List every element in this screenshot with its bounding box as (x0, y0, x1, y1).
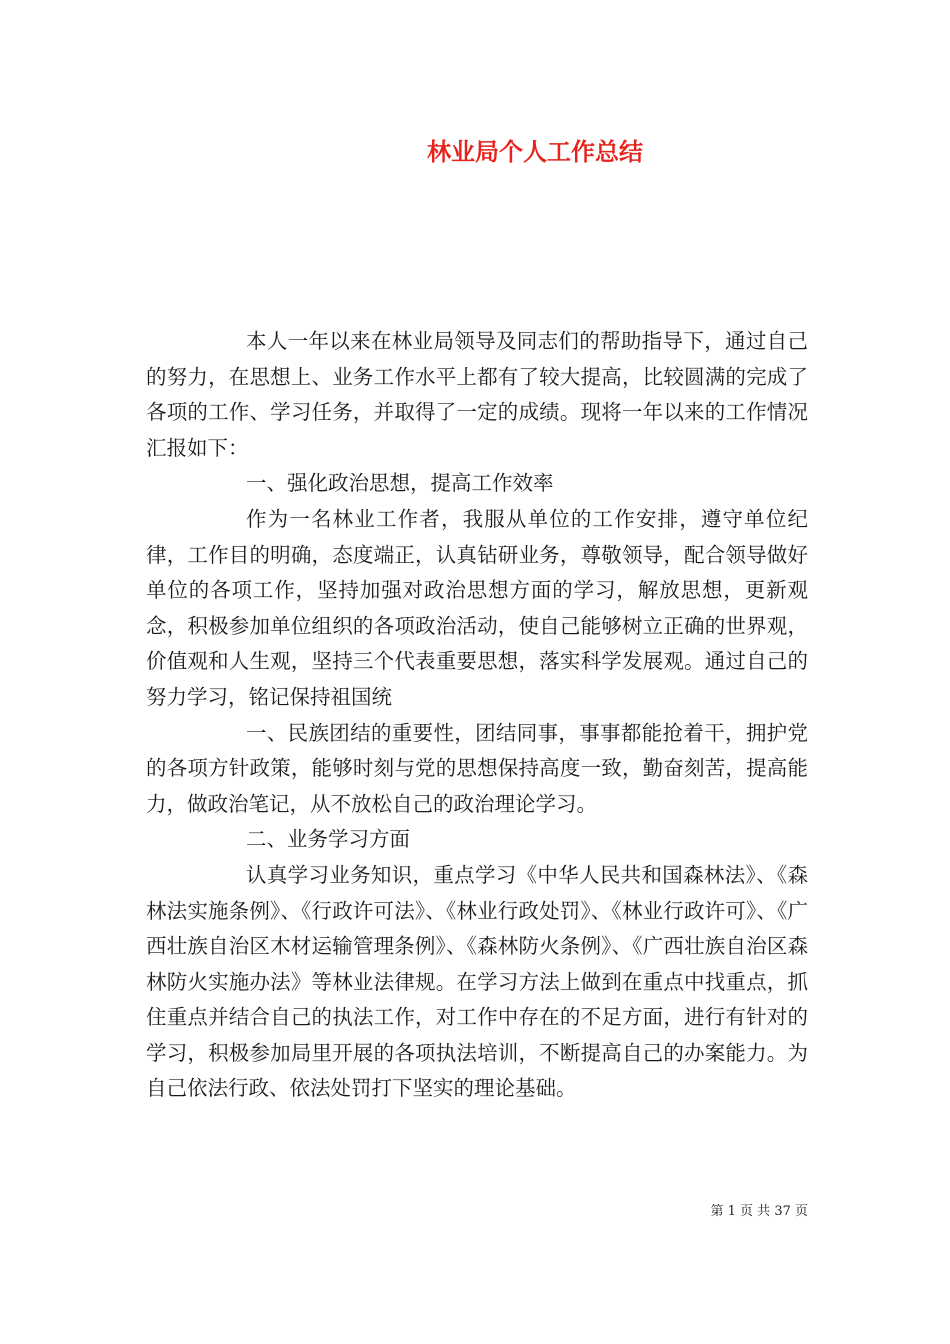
section-heading-1: 一、强化政治思想，提高工作效率 (246, 471, 554, 496)
document-title: 林业局个人工作总结 (427, 138, 643, 166)
paragraph-intro: 本人一年以来在林业局领导及同志们的帮助指导下，通过自己的努力，在思想上、业务工作水平上都有了较大提高，比较圆满的完成了各项的工作、学习任务，并取得了一定的成绩。现将一年以来的工作情况汇报如下： (146, 329, 808, 460)
document-body (146, 324, 808, 1107)
paragraph-unity: 一、民族团结的重要性，团结同事，事事都能抢着干，拥护党的各项方针政策，能够时刻与党的思想保持高度一致，勤奋刻苦，提高能力，做政治笔记，从不放松自己的政治理论学习。 (146, 720, 808, 816)
paragraph-political: 作为一名林业工作者，我服从单位的工作安排，遵守单位纪律，工作目的明确，态度端正，认真钻研业务，尊敬领导，配合领导做好单位的各项工作，坚持加强对政治思想方面的学习，解放思想，更新观念，积极参加单位组织的各项政治活动，使自己能够树立正确的世界观，价值观和人生观，坚持三个代表重要思想，落实科学发展观。通过自己的努力学习，铭记保持祖国统 (146, 506, 808, 709)
section-heading-2: 二、业务学习方面 (246, 827, 410, 852)
paragraph-business-study: 认真学习业务知识，重点学习《中华人民共和国森林法》、《森林法实施条例》、《行政许可法》、《林业行政处罚》、《林业行政许可》、《广西壮族自治区木材运输管理条例》、《森林防火条例》、《广西壮族自治区森林防火实施办法》等林业法律规。在学习方法上做到在重点中找重点，抓住重点并结合自己的执法工作，对工作中存在的不足方面，进行有针对的学习，积极参加局里开展的各项执法培训，不断提高自己的办案能力。为自己依法行政、依法处罚打下坚实的理论基础。 (146, 862, 808, 1101)
page-number-footer: 第 1 页 共 37 页 (710, 1204, 808, 1219)
